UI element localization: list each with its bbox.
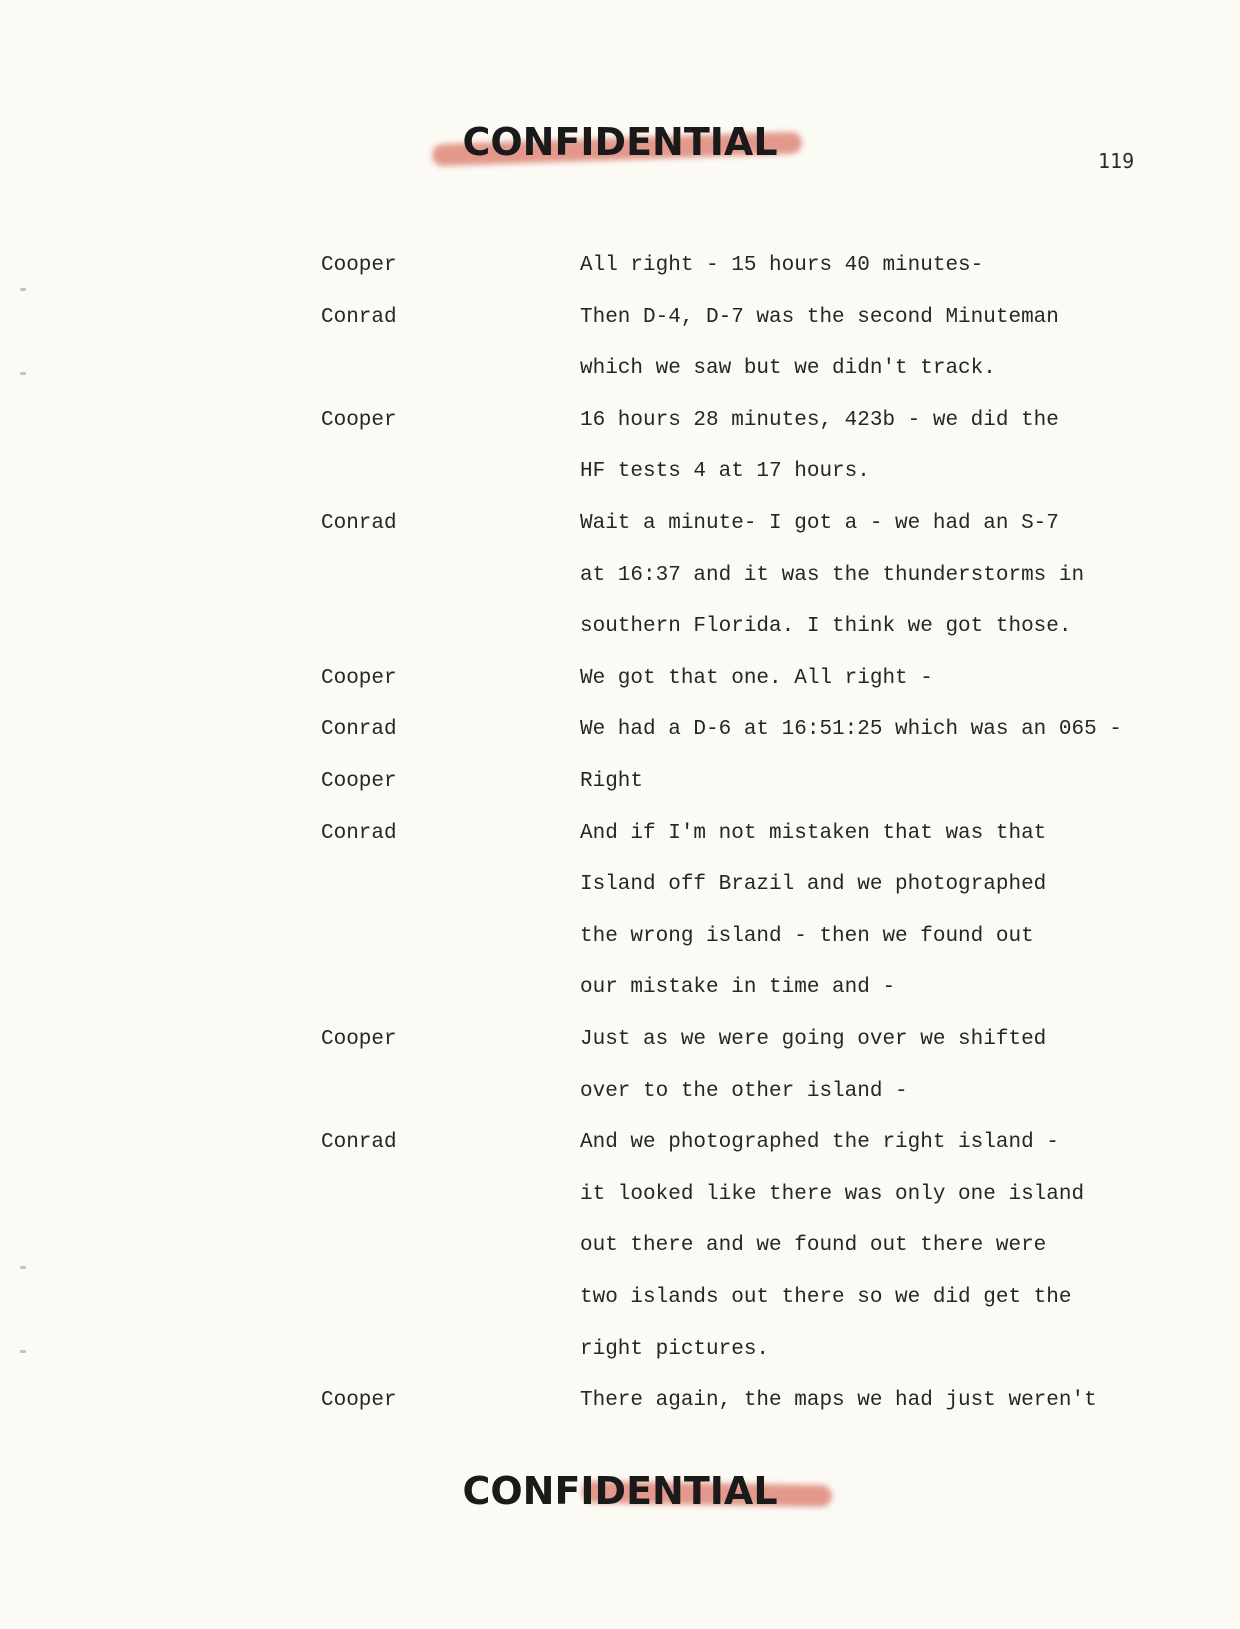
confidential-stamp-bottom-text: CONFIDENTIAL bbox=[462, 1469, 778, 1513]
page-number: 119 bbox=[1098, 149, 1135, 173]
speaker-name: Conrad bbox=[321, 822, 397, 845]
transcript-line: Right bbox=[580, 770, 644, 793]
transcript-line: southern Florida. I think we got those. bbox=[580, 615, 1072, 638]
confidential-stamp-top-text: CONFIDENTIAL bbox=[462, 120, 778, 164]
transcript-line: which we saw but we didn't track. bbox=[580, 357, 996, 380]
transcript-line: two islands out there so we did get the bbox=[580, 1286, 1072, 1309]
speaker-name: Cooper bbox=[321, 254, 397, 277]
confidential-stamp-bottom bbox=[0, 1469, 1240, 1513]
speaker-name: Cooper bbox=[321, 1389, 397, 1412]
speaker-name: Cooper bbox=[321, 770, 397, 793]
transcript-line: Then D-4, D-7 was the second Minuteman bbox=[580, 306, 1059, 329]
speaker-name: Conrad bbox=[321, 1131, 397, 1154]
speaker-name: Conrad bbox=[321, 306, 397, 329]
transcript-line: out there and we found out there were bbox=[580, 1234, 1047, 1257]
margin-mark bbox=[20, 372, 26, 375]
transcript-line: HF tests 4 at 17 hours. bbox=[580, 460, 870, 483]
transcript-line: We had a D-6 at 16:51:25 which was an 065 - bbox=[580, 718, 1122, 741]
speaker-name: Cooper bbox=[321, 667, 397, 690]
transcript-line: over to the other island - bbox=[580, 1080, 908, 1103]
transcript-line: right pictures. bbox=[580, 1338, 770, 1361]
transcript-line: Island off Brazil and we photographed bbox=[580, 873, 1047, 896]
transcript-line: And we photographed the right island - bbox=[580, 1131, 1059, 1154]
speaker-name: Cooper bbox=[321, 1028, 397, 1051]
speaker-name: Cooper bbox=[321, 409, 397, 432]
transcript-line: Wait a minute- I got a - we had an S-7 bbox=[580, 512, 1059, 535]
transcript-line: And if I'm not mistaken that was that bbox=[580, 822, 1047, 845]
confidential-stamp-top bbox=[0, 120, 1240, 164]
speaker-name: Conrad bbox=[321, 718, 397, 741]
transcript-line: our mistake in time and - bbox=[580, 976, 896, 999]
speaker-name: Conrad bbox=[321, 512, 397, 535]
transcript-line: Just as we were going over we shifted bbox=[580, 1028, 1047, 1051]
transcript-line: 16 hours 28 minutes, 423b - we did the bbox=[580, 409, 1059, 432]
transcript-line: There again, the maps we had just weren't bbox=[580, 1389, 1097, 1412]
transcript-line: All right - 15 hours 40 minutes- bbox=[580, 254, 984, 277]
margin-mark bbox=[20, 288, 26, 291]
margin-mark bbox=[20, 1350, 26, 1353]
margin-mark bbox=[20, 1266, 26, 1269]
transcript-line: at 16:37 and it was the thunderstorms in bbox=[580, 564, 1085, 587]
transcript-line: We got that one. All right - bbox=[580, 667, 933, 690]
transcript-line: it looked like there was only one island bbox=[580, 1183, 1085, 1206]
transcript-line: the wrong island - then we found out bbox=[580, 925, 1034, 948]
